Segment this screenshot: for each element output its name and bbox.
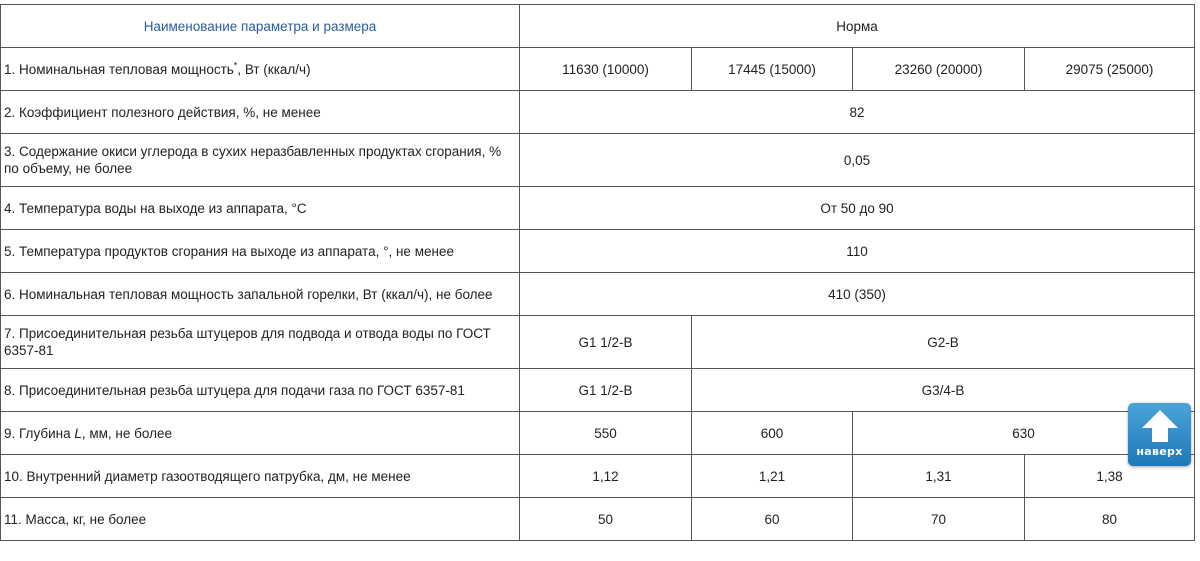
table-cell: 17445 (15000) [692, 48, 853, 91]
table-row [1, 273, 1195, 316]
row-label: 11. Масса, кг, не более [1, 498, 520, 541]
row-label: 7. Присоединительная резьба штуцеров для подвода и отвода воды по ГОСТ 6357-81 [1, 316, 520, 369]
table-cell: G1 1/2-В [520, 316, 692, 369]
table-cell: 60 [692, 498, 853, 541]
table-cell: 0,05 [520, 134, 1195, 187]
row-label: 10. Внутренний диаметр газоотводящего патрубка, дм, не менее [1, 455, 520, 498]
table-cell: G3/4-В [692, 369, 1195, 412]
table-row [1, 187, 1195, 230]
table-row [1, 230, 1195, 273]
parameters-table [0, 4, 1195, 541]
table-cell: G2-В [692, 316, 1195, 369]
table-cell: 600 [692, 412, 853, 455]
row-label: 5. Температура продуктов сгорания на выходе из аппарата, °, не менее [1, 230, 520, 273]
table-cell: 70 [853, 498, 1025, 541]
table-cell: 23260 (20000) [853, 48, 1025, 91]
table-cell: 1,31 [853, 455, 1025, 498]
table-cell: 82 [520, 91, 1195, 134]
header-param: Наименование параметра и размера [1, 5, 520, 48]
row-label: 6. Номинальная тепловая мощность запальной горелки, Вт (ккал/ч), не более [1, 273, 520, 316]
arrow-up-icon [1140, 409, 1180, 443]
table-cell: 550 [520, 412, 692, 455]
table-cell: 80 [1025, 498, 1195, 541]
table-cell: 50 [520, 498, 692, 541]
table-row [1, 316, 1195, 369]
table-cell: От 50 до 90 [520, 187, 1195, 230]
table-cell: 1,38 [1025, 455, 1195, 498]
table-cell: 410 (350) [520, 273, 1195, 316]
table-row [1, 91, 1195, 134]
table-cell: 1,21 [692, 455, 853, 498]
table-row [1, 48, 1195, 91]
table-row [1, 455, 1195, 498]
table-row [1, 498, 1195, 541]
table-row [1, 412, 1195, 455]
table-row [1, 369, 1195, 412]
row-label: 8. Присоединительная резьба штуцера для подачи газа по ГОСТ 6357-81 [1, 369, 520, 412]
row-label: 4. Температура воды на выходе из аппарата, °С [1, 187, 520, 230]
scroll-to-top-label: наверх [1136, 445, 1183, 458]
table-cell: 1,12 [520, 455, 692, 498]
row-label: 2. Коэффициент полезного действия, %, не менее [1, 91, 520, 134]
header-norm: Норма [520, 5, 1195, 48]
table-cell: 110 [520, 230, 1195, 273]
row-label: 1. Номинальная тепловая мощность*, Вт (ккал/ч) [1, 48, 520, 91]
footnote-mark: * [233, 60, 238, 70]
row-label: 9. Глубина L, мм, не более [1, 412, 520, 455]
table-header-row [1, 5, 1195, 48]
table-cell: 29075 (25000) [1025, 48, 1195, 91]
table-cell: G1 1/2-В [520, 369, 692, 412]
table-row [1, 134, 1195, 187]
scroll-to-top-button[interactable] [1128, 403, 1191, 466]
table-cell: 11630 (10000) [520, 48, 692, 91]
row-label: 3. Содержание окиси углерода в сухих неразбавленных продуктах сгорания, % по объему, не более [1, 134, 520, 187]
table-cell: 630 [853, 412, 1195, 455]
